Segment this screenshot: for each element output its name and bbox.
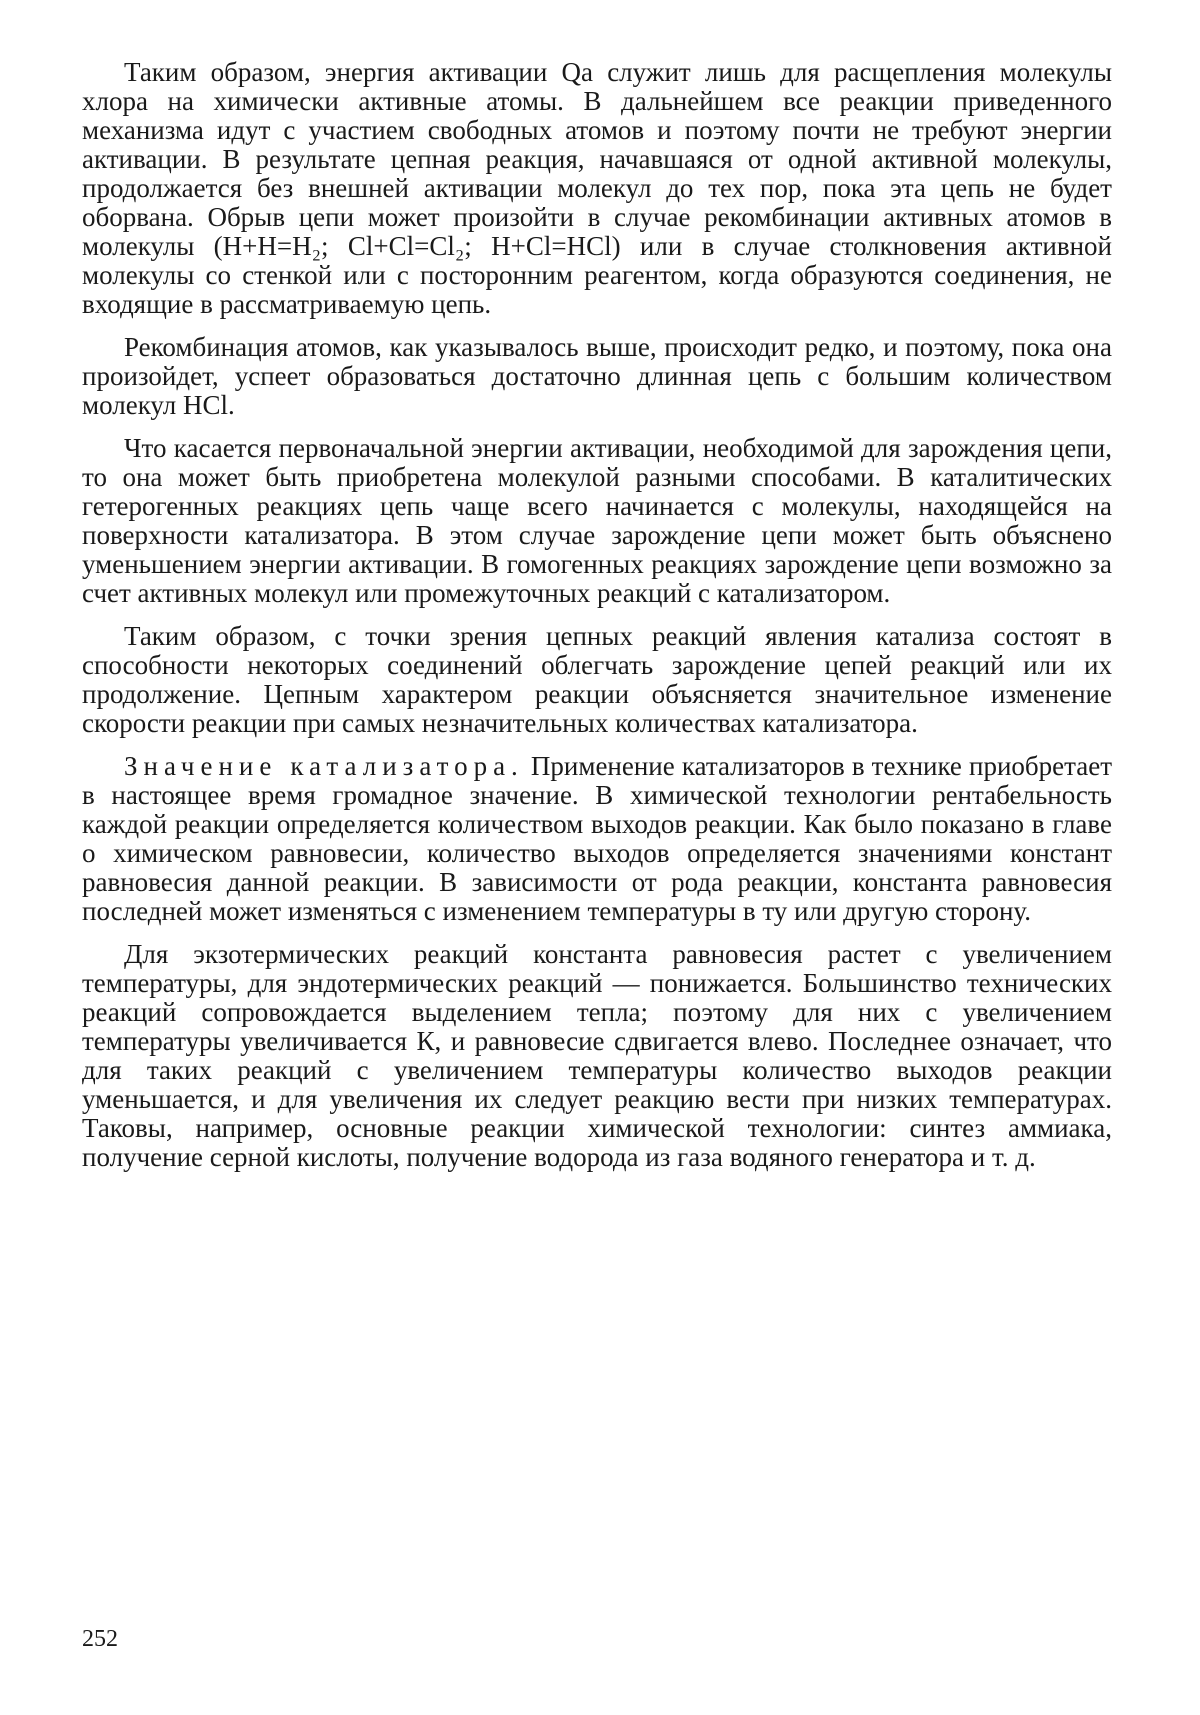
paragraph-exothermic: Для экзотермических реакций константа равновесия растет с увеличением температуры, для эндотермических реакций — понижается. Большинство технических реакций сопровождается выделением тепла; поэтому для них с увеличением температуры увеличивается К, и равновесие сдвигается влево. Последнее означает, что для таких реакций с увеличением температуры количество выходов реакции уменьшается, и для увеличения их следует реакцию вести при низких температурах. Таковы, например, основные реакции химической технологии: синтез аммиака, получение серной кислоты, получение водорода из газа водяного генератора и т. д. — [82, 939, 1112, 1172]
paragraph-catalyst-importance-text: Применение катализаторов в технике приобретает в настоящее время громадное значение. В химической технологии рентабельность каждой реакции определяется количеством выходов реакции. Как было показано в главе о химическом равновесии, количество выходов определяется значениями констант равновесия данной реакции. В зависимости от рода реакции, константа равновесия последней может изменяться с изменением температуры в ту или другую сторону. — [82, 751, 1113, 926]
paragraph-catalysis-chain: Таким образом, с точки зрения цепных реакций явления катализа состоят в способности некоторых соединений облегчать зарождение цепей реакций или их продолжение. Цепным характером реакции объясняется значительное изменение скорости реакции при самых незначительных количествах катализатора. — [82, 621, 1112, 738]
paragraph-activation-energy: Таким образом, энергия активации Qa служит лишь для расщепления молекулы хлора на химически активные атомы. В дальнейшем все реакции приведенного механизма идут с участием свободных атомов и поэтому почти не требуют энергии активации. В результате цепная реакция, начавшаяся от одной активной молекулы, продолжается без внешней активации молекул до тех пор, пока эта цепь не будет оборвана. Обрыв цепи может произойти в случае рекомбинации активных атомов в молекулы (H+H=H₂; Cl+Cl=Cl₂; H+Cl=HCl) или в случае столкновения активной молекулы со стенкой или с посторонним реагентом, когда образуются соединения, не входящие в рассматриваемую цепь. — [82, 57, 1112, 319]
paragraph-catalyst-importance — [82, 752, 1112, 926]
page-body — [82, 58, 1112, 1186]
paragraph-chain-initiation: Что касается первоначальной энергии активации, необходимой для зарождения цепи, то она может быть приобретена молекулой разными способами. В каталитических гетерогенных реакциях цепь чаще всего начинается с молекулы, находящейся на поверхности катализатора. В этом случае зарождение цепи может быть объяснено уменьшением энергии активации. В гомогенных реакциях зарождение цепи возможно за счет активных молекул или промежуточных реакций с катализатором. — [82, 433, 1112, 608]
page-number: 252 — [82, 1626, 118, 1652]
section-heading: Значение катализатора. — [124, 751, 524, 781]
paragraph-recombination: Рекомбинация атомов, как указывалось выше, происходит редко, и поэтому, пока она произойдет, успеет образоваться достаточно длинная цепь с большим количеством молекул HCl. — [82, 332, 1112, 420]
